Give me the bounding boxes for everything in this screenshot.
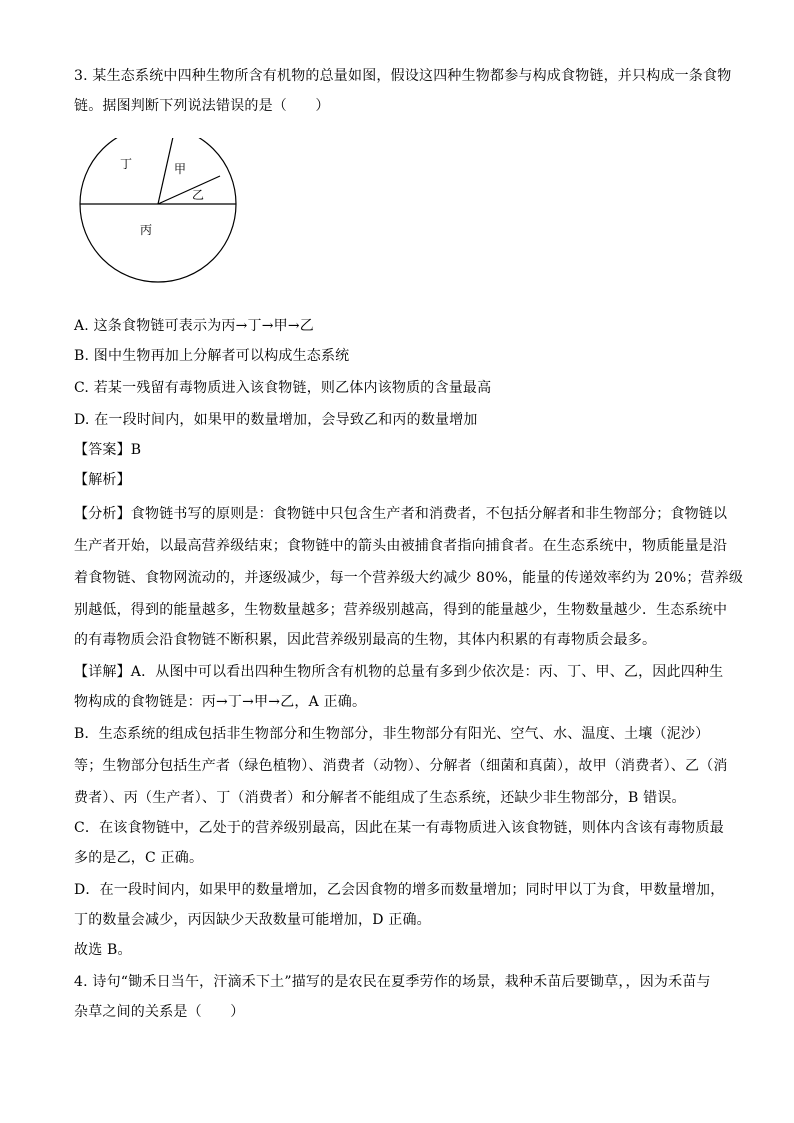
detail-line: D．在一段时间内，如果甲的数量增加，乙会因食物的增多而数量增加；同时甲以丁为食，甲数量增加，	[74, 882, 725, 898]
option-b: B. 图中生物再加上分解者可以构成生态系统	[74, 348, 350, 364]
question-3-stem-line-2: 链。据图判断下列说法错误的是（ ）	[74, 98, 330, 114]
analysis-line: 【分析】食物链书写的原则是：食物链中只包含生产者和消费者，不包括分解者和非生物部分；食物链以	[74, 506, 728, 522]
analysis-line: 着食物链、食物网流动的，并逐级减少，每一个营养级大约减少 80%，能量的传递效率约为 20%；营养级	[74, 570, 744, 586]
detail-line: 费者）、丙（生产者）、丁（消费者）和分解者不能组成了生态系统，还缺少非生物部分，B 错误。	[74, 790, 686, 806]
detail-line: 物构成的食物链是：丙→丁→甲→乙，A 正确。	[74, 694, 367, 710]
detail-line: C．在该食物链中，乙处于的营养级别最高，因此在某一有毒物质进入该食物链，则体内含该有毒物质最	[74, 820, 724, 836]
detail-line: 【详解】A．从图中可以看出四种生物所含有机物的总量有多到少依次是：丙、丁、甲、乙，因此四种生	[74, 664, 724, 680]
pie-chart	[78, 138, 238, 288]
pie-label-jia: 甲	[174, 162, 187, 176]
detail-line: 故选 B。	[74, 942, 132, 958]
detail-line: 等；生物部分包括生产者（绿色植物）、消费者（动物）、分解者（细菌和真菌），故甲（消费者）、乙（消	[74, 758, 728, 774]
pie-outline	[80, 138, 236, 282]
detail-line: 多的是乙，C 正确。	[74, 850, 204, 866]
analysis-label: 【解析】	[74, 472, 131, 488]
question-3-stem-line-1: 3. 某生态系统中四种生物所含有机物的总量如图，假设这四种生物都参与构成食物链，并只构成一条食物	[74, 68, 732, 84]
pie-divider-jia-yi	[158, 176, 220, 204]
question-4-stem-line-1: 4. 诗句“锄禾日当午，汗滴禾下土”描写的是农民在夏季劳作的场景，栽种禾苗后要锄草，，因为禾苗与	[74, 974, 711, 990]
option-d: D. 在一段时间内，如果甲的数量增加，会导致乙和丙的数量增加	[74, 412, 478, 428]
detail-line: 丁的数量会减少，丙因缺少天敌数量可能增加，D 正确。	[74, 912, 431, 928]
pie-label-ding: 丁	[120, 157, 133, 171]
pie-divider-ding-jia	[158, 138, 175, 204]
detail-line: B．生态系统的组成包括非生物部分和生物部分，非生物部分有阳光、空气、水、温度、土壤（泥沙）	[74, 726, 710, 742]
option-a: A. 这条食物链可表示为丙→丁→甲→乙	[74, 318, 315, 334]
answer-label: 【答案】B	[74, 442, 142, 458]
analysis-line: 别越低，得到的能量越多，生物数量越多；营养级别越高，得到的能量越少，生物数量越少．生态系统中	[74, 602, 728, 618]
analysis-line: 的有毒物质会沿食物链不断积累，因此营养级别最高的生物，其体内积累的有毒物质会最多。	[74, 632, 657, 648]
option-c: C. 若某一残留有毒物质进入该食物链，则乙体内该物质的含量最高	[74, 380, 492, 396]
pie-label-bing: 丙	[140, 223, 153, 237]
pie-label-yi: 乙	[192, 188, 205, 202]
analysis-line: 生产者开始，以最高营养级结束；食物链中的箭头由被捕食者指向捕食者。在生态系统中，物质能量是沿	[74, 538, 728, 554]
question-4-stem-line-2: 杂草之间的关系是（ ）	[74, 1004, 245, 1020]
